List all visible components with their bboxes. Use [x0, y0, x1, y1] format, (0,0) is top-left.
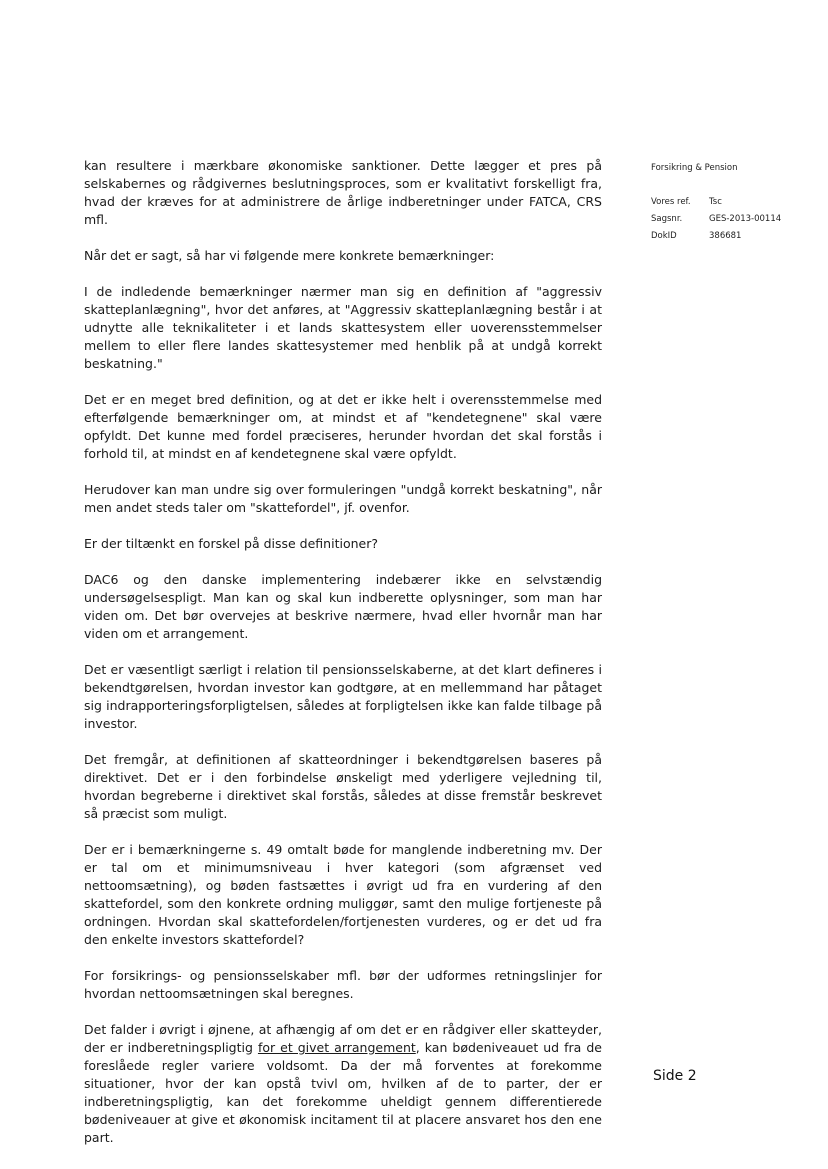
document-id-label: DokID — [651, 231, 677, 241]
paragraph-8: Det er væsentligt særligt i relation til pensionsselskaberne, at det klart defineres i bekendtgørelsen, hvordan investor kan godtgøre, at en mellemmand har påtaget sig indrapporteringsforpligtelsen, således at forpligtelsen ikke kan falde tilbage på investor. — [84, 662, 602, 731]
paragraph-11: For forsikrings- og pensionsselskaber mfl. bør der udformes retningslinjer for hvordan nettoomsætningen skal beregnes. — [84, 968, 602, 1001]
paragraph-12-start: Det falder i øvrigt i øjnene, at afhængig af om det er en rådgiver eller skatteyder, der er indberetningspligtig — [84, 1022, 602, 1055]
paragraph-6: Er der tiltænkt en forskel på disse definitioner? — [84, 536, 378, 551]
paragraph-12-end: , kan bødeniveauet ud fra de foreslåede regler variere voldsomt. Da der må forventes at forekomme situationer, hvor der kan opstå tvivl om, hvilken af de to parter, der er indberetningspligtig, kan det forekomme uheldigt gennem differentierede bødeniveauer at give et økonomisk incitament til at placere ansvaret hos den ene part. — [84, 1040, 602, 1145]
paragraph-10: Der er i bemærkningerne s. 49 omtalt bøde for manglende indberetning mv. Der er tal om et minimumsniveau i hver kategori (som afgrænset ved nettoomsætning), og bøden fastsættes i øvrigt ud fra en vurdering af den skattefordel, som den konkrete ordning muliggør, samt den mulige fortjeneste på ordningen. Hvordan skal skattefordelen/fortjenesten vurderes, og er det ud fra den enkelte investors skattefordel? — [84, 842, 602, 947]
case-number-value: GES-2013-00114 — [709, 214, 782, 224]
letter-body — [84, 157, 602, 1147]
paragraph-12 — [84, 1021, 602, 1147]
paragraph-7: DAC6 og den danske implementering indebærer ikke en selvstændig undersøgelsespligt. Man kan og skal kun indberette oplysninger, som man har viden om. Det bør overvejes at beskrive nærmere, hvad eller hvornår man har viden om et arrangement. — [84, 572, 602, 641]
document-id-value: 386681 — [709, 231, 742, 241]
page-number: Side 2 — [653, 1068, 697, 1084]
underlined-phrase: for et givet arrangement — [257, 1040, 416, 1055]
case-number-label: Sagsnr. — [651, 214, 683, 224]
paragraph-3: I de indledende bemærkninger nærmer man sig en definition af "aggressiv skatteplanlægning", hvor det anføres, at "Aggressiv skatteplanlægning består i at udnytte alle teknikaliteter i et lands skattesystem eller uoverensstemmelser mellem to eller flere landes skattesystemer med henblik på at undgå korrekt beskatning." — [84, 284, 602, 371]
reference-label: Vores ref. — [651, 197, 691, 207]
paragraph-9: Det fremgår, at definitionen af skatteordninger i bekendtgørelsen baseres på direktivet. Det er i den forbindelse ønskeligt med yderligere vejledning til, hvordan begreberne i direktivet skal forstås, således at disse fremstår beskrevet så præcist som muligt. — [84, 752, 602, 821]
paragraph-4: Det er en meget bred definition, og at det er ikke helt i overensstemmelse med efterfølgende bemærkninger om, at mindst et af "kendetegnene" skal være opfyldt. Det kunne med fordel præciseres, herunder hvordan det skal forstås i forhold til, at mindst en af kendetegnene skal være opfyldt. — [84, 392, 602, 461]
reference-sidebar — [651, 160, 821, 245]
document-id-row — [651, 228, 821, 245]
organization-name: Forsikring & Pension — [651, 163, 738, 173]
reference-value: Tsc — [709, 197, 722, 207]
case-number-row — [651, 211, 821, 228]
paragraph-5: Herudover kan man undre sig over formuleringen "undgå korrekt beskatning", når men andet steds taler om "skattefordel", jf. ovenfor. — [84, 482, 602, 515]
reference-row — [651, 194, 821, 211]
paragraph-1: kan resultere i mærkbare økonomiske sanktioner. Dette lægger et pres på selskabernes og rådgivernes beslutningsproces, som er kvalitativt forskelligt fra, hvad der kræves for at administrere de årlige indberetninger under FATCA, CRS mfl. — [84, 158, 602, 227]
paragraph-2: Når det er sagt, så har vi følgende mere konkrete bemærkninger: — [84, 248, 495, 263]
